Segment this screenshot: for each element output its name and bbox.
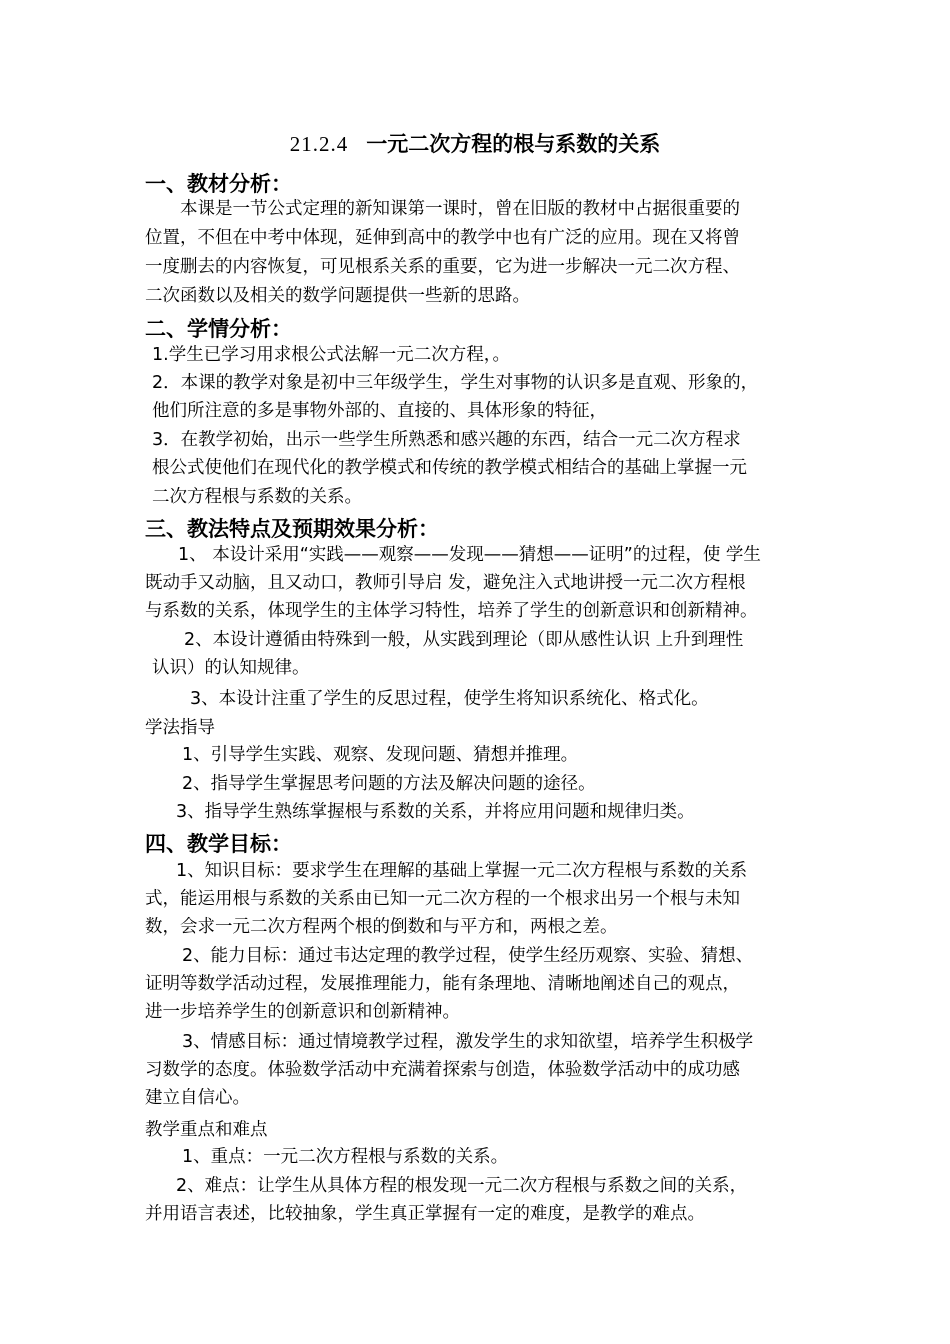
paragraph-line: 习数学的态度。体验数学活动中充满着探索与创造，体验数学活动中的成功感	[145, 1060, 740, 1080]
paragraph-line: 本课是一节公式定理的新知课第一课时，曾在旧版的教材中占据很重要的	[180, 199, 740, 219]
paragraph-line: 2、能力目标：通过韦达定理的教学过程，使学生经历观察、实验、猜想、	[182, 946, 754, 966]
paragraph-line: 1.学生已学习用求根公式法解一元二次方程，。	[152, 345, 510, 365]
list-item: 2、难点：让学生从具体方程的根发现一元二次方程根与系数之间的关系，	[176, 1176, 748, 1196]
paragraph-line: 二次函数以及相关的数学问题提供一些新的思路。	[145, 286, 530, 306]
title-text: 一元二次方程的根与系数的关系	[366, 132, 661, 156]
section-heading-1: 一、教材分析：	[145, 172, 292, 196]
paragraph-line: 1、 本设计采用“实践——观察——发现——猜想——证明”的过程，使 学生	[178, 545, 761, 565]
paragraph-line: 建立自信心。	[145, 1088, 250, 1108]
paragraph-line: 证明等数学活动过程，发展推理能力，能有条理地、清晰地阐述自己的观点，	[145, 974, 740, 994]
paragraph-line: 数，会求一元二次方程两个根的倒数和与平方和，两根之差。	[145, 917, 618, 937]
list-item: 1、重点：一元二次方程根与系数的关系。	[182, 1147, 509, 1167]
paragraph-line: 认识）的认知规律。	[152, 658, 310, 678]
paragraph-line: 式，能运用根与系数的关系由已知一元二次方程的一个根求出另一个根与未知	[145, 889, 740, 909]
paragraph-line: 根公式使他们在现代化的教学模式和传统的教学模式相结合的基础上掌握一元	[152, 458, 747, 478]
paragraph-line: 进一步培养学生的创新意识和创新精神。	[145, 1002, 460, 1022]
paragraph-line: 既动手又动脑，且又动口，教师引导启 发，避免注入式地讲授一元二次方程根	[145, 573, 746, 593]
paragraph-line: 位置，不但在中考中体现，延伸到高中的教学中也有广泛的应用。现在又将曾	[145, 228, 740, 248]
paragraph-line: 1、知识目标：要求学生在理解的基础上掌握一元二次方程根与系数的关系	[176, 861, 748, 881]
paragraph-line: 一度删去的内容恢复，可见根系关系的重要，它为进一步解决一元二次方程、	[145, 257, 740, 277]
paragraph-line: 3、情感目标：通过情境教学过程，激发学生的求知欲望，培养学生积极学	[182, 1032, 754, 1052]
list-item: 1、引导学生实践、观察、发现问题、猜想并推理。	[182, 745, 579, 765]
list-item: 并用语言表述，比较抽象，学生真正掌握有一定的难度，是教学的难点。	[145, 1204, 705, 1224]
paragraph-line: 3、本设计注重了学生的反思过程，使学生将知识系统化、格式化。	[190, 689, 709, 709]
paragraph-line: 二次方程根与系数的关系。	[152, 487, 362, 507]
list-item: 3、指导学生熟练掌握根与系数的关系，并将应用问题和规律归类。	[176, 802, 695, 822]
paragraph-line: 2、本设计遵循由特殊到一般，从实践到理论（即从感性认识 上升到理性	[184, 630, 744, 650]
paragraph-line: 他们所注意的多是事物外部的、直接的、具体形象的特征，	[152, 401, 607, 421]
title-number: 21.2.4	[289, 132, 349, 156]
page-title	[0, 128, 950, 158]
section-heading-3: 三、教法特点及预期效果分析：	[145, 517, 439, 541]
sub-heading-study-methods: 学法指导	[145, 718, 215, 738]
section-heading-4: 四、教学目标：	[145, 832, 292, 856]
paragraph-line: 2．本课的教学对象是初中三年级学生，学生对事物的认识多是直观、形象的，	[152, 373, 759, 393]
paragraph-line: 3．在教学初始，出示一些学生所熟悉和感兴趣的东西，结合一元二次方程求	[152, 430, 741, 450]
sub-heading-key-points: 教学重点和难点	[145, 1120, 268, 1140]
list-item: 2、指导学生掌握思考问题的方法及解决问题的途径。	[182, 774, 596, 794]
paragraph-line: 与系数的关系，体现学生的主体学习特性，培养了学生的创新意识和创新精神。	[145, 601, 758, 621]
section-heading-2: 二、学情分析：	[145, 317, 292, 341]
